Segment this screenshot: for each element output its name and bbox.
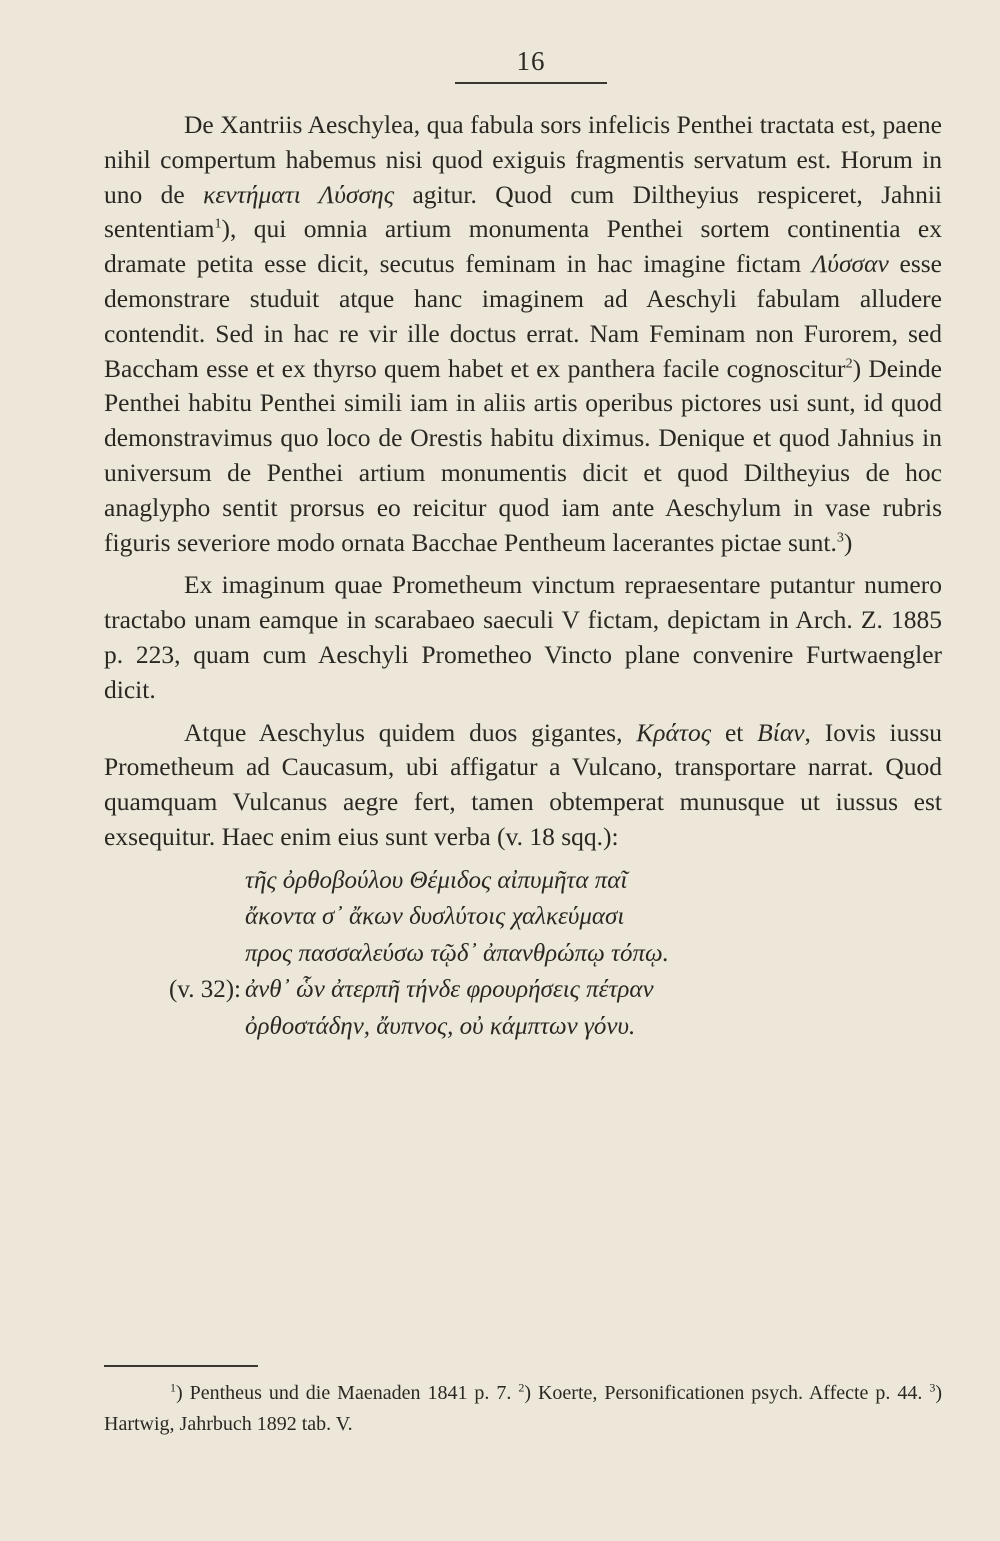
footnote-mark: 1 — [170, 1380, 176, 1395]
greek-phrase: Βίαν — [757, 717, 805, 747]
footnotes — [104, 1378, 942, 1440]
verse-text: ὀρθοστάδην, ἄυπνος, οὐ κάμπτων γόνυ. — [245, 1012, 636, 1040]
text-segment: Atque Aeschylus quidem duos gigantes, — [184, 717, 637, 747]
text-segment: ) — [843, 527, 853, 557]
text-segment: agitur. Quod cum Diltheyius respiceret, Jahnii sententiam — [104, 179, 943, 244]
verse-text: προς πασσαλεύσω τῷδ᾽ ἀπανθρώπῳ τόπῳ. — [245, 939, 669, 967]
footnote-rule — [104, 1365, 258, 1367]
verse-line — [104, 1009, 942, 1046]
text-segment: ), qui omnia artium monumenta Penthei sortem continentia ex dramate petita esse dicit, secutus feminam in hac imagine fictam — [104, 214, 942, 279]
footnote-mark: 2 — [518, 1380, 525, 1395]
header-rule — [455, 82, 607, 84]
paragraph — [104, 716, 942, 855]
verse-reference — [104, 863, 245, 900]
footnote-ref: 3 — [836, 530, 844, 546]
footnote-text: ) Pentheus und die Maenaden 1841 p. 7. — [176, 1382, 519, 1404]
verse-reference — [104, 899, 245, 936]
paragraph — [104, 568, 942, 707]
paragraph — [104, 108, 942, 560]
text-segment: De Xantriis Aeschylea, qua fabula sors infelicis Penthei tractata est, paene nihil compertum habemus nisi quod exiguis fragmentis servatum est. Horum in uno de — [104, 110, 942, 209]
greek-phrase: Κράτος — [636, 717, 712, 747]
greek-phrase: Λύσσαν — [811, 249, 889, 279]
verse-line — [104, 899, 942, 936]
text-segment: esse demonstrare studuit atque hanc imaginem ad Aeschyli fabulam alludere contendit. Sed in hac re vir ille doctus errat. Nam Feminam non Furorem, sed Baccham esse et ex thyrso quem habet et ex panthera facile cognoscitur — [104, 249, 943, 383]
verse-line — [104, 972, 942, 1009]
greek-verse-quote — [104, 863, 942, 1046]
verse-text: ἀνθ᾽ ὧν ἀτερπῆ τήνδε φρουρήσεις πέτραν — [245, 976, 654, 1004]
main-text — [104, 108, 942, 1045]
footnote-mark: 3 — [929, 1380, 936, 1395]
text-segment: et — [711, 717, 758, 747]
text-segment: ) Deinde Penthei habitu Penthei simili iam in aliis artis operibus pictores usi sunt, id quod demonstravimus quo loco de Orestis habitu diximus. Denique et quod Jahnius in universum de Penthei artium monumentis dicit et quod Diltheyius de hoc anaglypho sentit prorsus eo reicitur quod iam ante Aeschylum in vase rubris figuris severiore modo ornata Bacchae Pentheum lacerantes pictae sunt. — [104, 353, 942, 557]
footnote-text: ) Hartwig, Jahrbuch 1892 tab. V. — [104, 1382, 942, 1435]
verse-reference — [104, 936, 245, 973]
text-segment: Ex imaginum quae Prometheum vinctum repraesentare putantur numero tractabo unam eamque in scarabaeo saeculi V fictam, depictam in Arch. Z. 1885 p. 223, quam cum Aeschyli Prometheo Vincto plane convenire Furtwaengler dicit. — [104, 570, 942, 704]
verse-line — [104, 863, 942, 900]
greek-phrase: κεντήματι Λύσσης — [203, 179, 395, 209]
footnote-text: ) Koerte, Personificationen psych. Affecte p. 44. — [524, 1382, 930, 1404]
page-number: 16 — [516, 46, 546, 76]
verse-reference: (v. 32): — [169, 976, 241, 1004]
text-segment: , Iovis iussu Prometheum ad Caucasum, ubi affigatur a Vulcano, transportare narrat. Quod quamquam Vulcanus aegre fert, tamen obtemperat munusque ut iussus est exsequitur. Haec enim eius sunt verba (v. 18 sqq.): — [104, 717, 942, 851]
verse-line — [104, 936, 942, 973]
verse-text: τῆς ὀρθοβούλου Θέμιδος αἰπυμῆτα παῖ — [245, 866, 628, 894]
footnote-ref: 1 — [214, 216, 222, 232]
verse-reference — [104, 1009, 245, 1046]
footnote-ref: 2 — [845, 356, 853, 372]
verse-text: ἄκοντα σ᾽ ἄκων δυσλύτοις χαλκεύμασι — [245, 903, 625, 931]
page-header — [455, 44, 607, 84]
